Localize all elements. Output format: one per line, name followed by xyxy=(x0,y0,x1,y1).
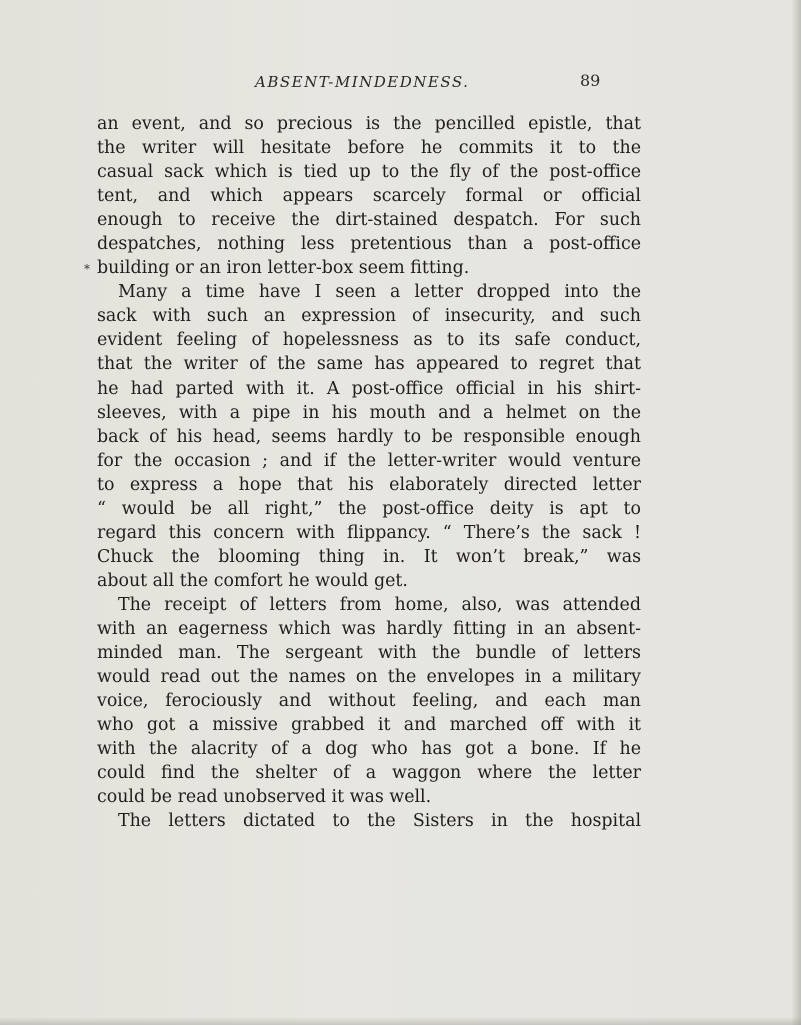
text-line: for the occasion ; and if the letter-writer would venture xyxy=(97,450,641,471)
text-line: enough to receive the dirt-stained despatch. For such xyxy=(97,210,641,231)
text-line: back of his head, seems hardly to be responsible enough xyxy=(97,426,641,447)
text-line: about all the comfort he would get. xyxy=(97,570,408,591)
text-line: sack with such an expression of insecurity, and such xyxy=(97,306,641,327)
text-line: he had parted with it. A post-office official in his shirt- xyxy=(97,378,641,399)
text-line: could find the shelter of a waggon where the letter xyxy=(97,763,641,784)
text-line: voice, ferociously and without feeling, and each man xyxy=(97,691,641,712)
text-line: with the alacrity of a dog who has got a bone. If he xyxy=(97,739,641,760)
text-line: despatches, nothing less pretentious than a post-office xyxy=(97,234,641,255)
text-line: sleeves, with a pipe in his mouth and a helmet on the xyxy=(97,402,641,423)
text-line: minded man. The sergeant with the bundle of letters xyxy=(97,643,641,664)
text-line: evident feeling of hopelessness as to its safe conduct, xyxy=(97,330,641,351)
paragraph-start-line: The letters dictated to the Sisters in the hospital xyxy=(118,811,641,832)
text-line: Chuck the blooming thing in. It won’t break,” was xyxy=(97,546,641,567)
text-line: who got a missive grabbed it and marched off with it xyxy=(97,715,641,736)
paragraph-start-line: The receipt of letters from home, also, was attended xyxy=(118,594,641,615)
text-line: to express a hope that his elaborately directed letter xyxy=(97,474,641,495)
text-line: with an eagerness which was hardly fitting in an absent- xyxy=(97,618,641,639)
text-line: regard this concern with flippancy. “ There’s the sack ! xyxy=(97,522,641,543)
body-text xyxy=(97,112,641,833)
margin-mark: * xyxy=(84,262,90,276)
text-line: the writer will hesitate before he commits it to the xyxy=(97,138,641,159)
text-line: could be read unobserved it was well. xyxy=(97,787,432,808)
text-line: casual sack which is tied up to the fly of the post-office xyxy=(97,162,641,183)
page-bottom-edge-shadow xyxy=(0,1017,801,1025)
text-line: that the writer of the same has appeared to regret that xyxy=(97,354,641,375)
text-line: an event, and so precious is the pencilled epistle, that xyxy=(97,114,641,134)
text-line: tent, and which appears scarcely formal or official xyxy=(97,186,641,207)
page-number: 89 xyxy=(580,71,601,90)
paragraph-start-line: Many a time have I seen a letter dropped into the xyxy=(118,282,641,303)
page-right-edge-shadow xyxy=(791,0,801,1025)
text-line: building or an iron letter-box seem fitting. xyxy=(97,258,470,279)
text-line: would read out the names on the envelopes in a military xyxy=(97,667,641,688)
running-title: ABSENT-MINDEDNESS. xyxy=(255,73,470,91)
text-line: “ would be all right,” the post-office deity is apt to xyxy=(97,498,641,519)
